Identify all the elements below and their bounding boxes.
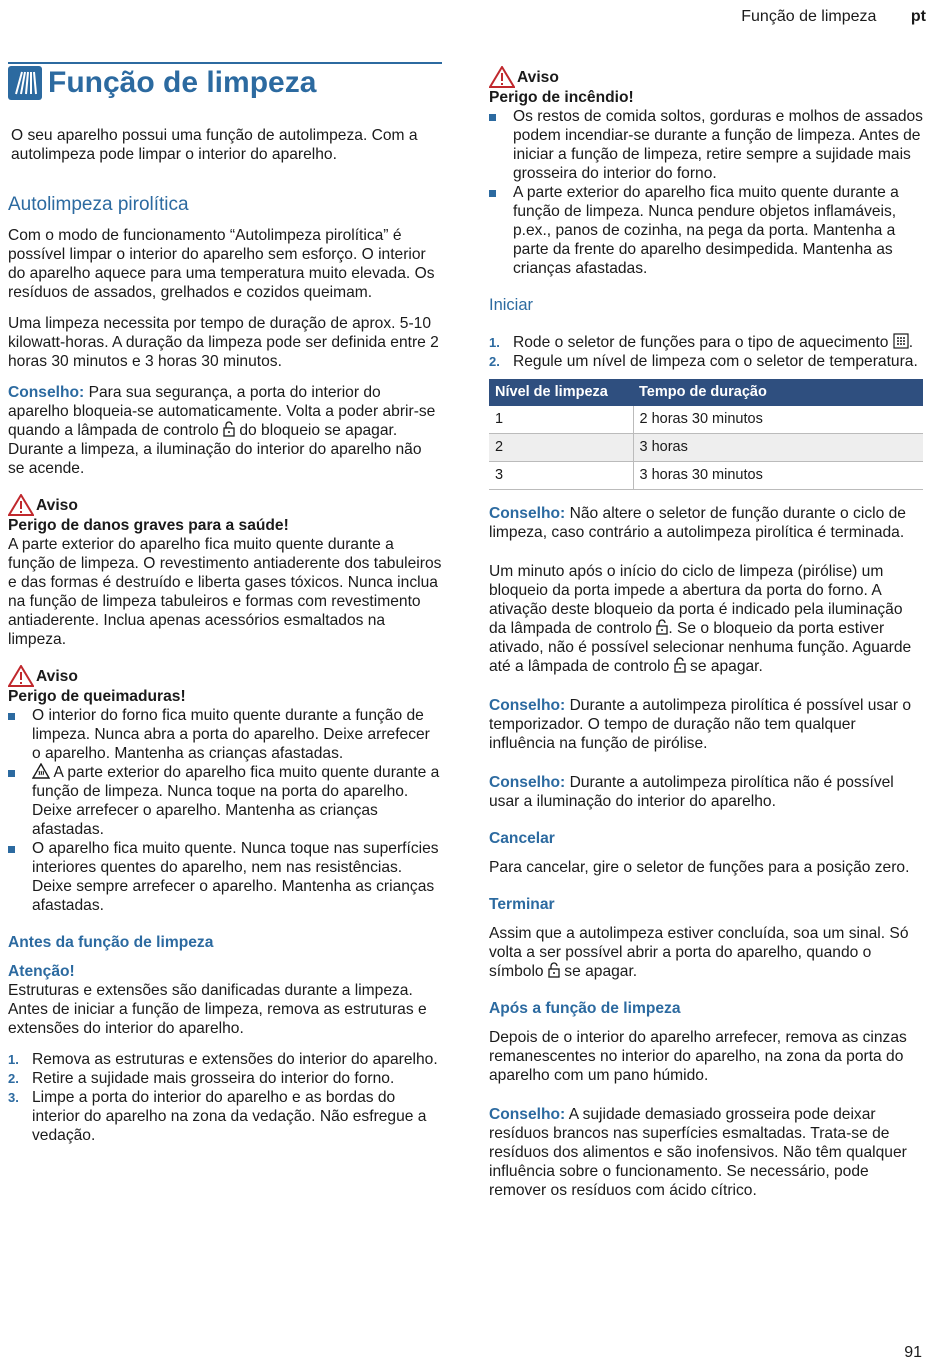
warning-label: Aviso	[36, 496, 78, 514]
list-item: O aparelho fica muito quente. Nunca toque nas superfícies interiores quentes do aparelho, nem nas resistências. Deixe sempre arrefecer o aparelho. Mantenha as crianças afastadas.	[8, 839, 442, 915]
page-title: Função de limpeza	[48, 66, 317, 99]
list-item: A parte exterior do aparelho fica muito quente durante a função de limpeza. Nunca pendure objetos inflamáveis, p.ex., panos de cozinha, na pega da porta. Mantenha a parte da frente do aparelho desimpedida. Mantenha as crianças afastadas.	[489, 183, 923, 278]
pyrolysis-mode-icon	[893, 333, 909, 349]
table-header-row	[489, 379, 923, 406]
warning-2-title: Perigo de queimaduras!	[8, 688, 186, 705]
lock-icon	[548, 962, 560, 978]
table-cell: 3	[489, 462, 633, 490]
table-cell: 2	[489, 434, 633, 462]
intro-text: O seu aparelho possui uma função de autolimpeza. Com a autolimpeza pode limpar o interior do aparelho.	[11, 127, 418, 163]
heading-cancel: Cancelar	[489, 830, 555, 847]
left-column	[8, 62, 442, 1151]
tip-3: Conselho: Durante a autolimpeza pirolítica é possível usar o temporizador. O tempo de duração não tem qualquer influência na função de pirólise.	[489, 697, 912, 752]
tip-1-text-a: Para sua segurança, a porta do interior do aparelho bloqueia-se automaticamente. Volta a poder abrir-se quando a lâmpada de controlo	[8, 384, 436, 439]
before-steps-list	[8, 1050, 442, 1145]
table-cell: 3 horas 30 minutos	[633, 462, 923, 490]
finish-text: Assim que a autolimpeza estiver concluída, soa um sinal. Só volta a ser possível abrir a porta do aparelho, quando o símbolo se apagar.	[489, 925, 909, 980]
lock-icon	[656, 619, 668, 635]
tip-label: Conselho:	[489, 774, 566, 791]
warning-icon	[489, 66, 515, 88]
list-item: 3. Limpe a porta do interior do aparelho e as bordas do interior do aparelho na zona da vedação. Não esfregue a vedação.	[8, 1089, 427, 1144]
table-row	[489, 434, 923, 462]
list-item: 1. Rode o seletor de funções para o tipo de aquecimento .	[489, 334, 914, 351]
pyro-paragraph-1: Com o modo de funcionamento “Autolimpeza pirolítica” é possível limpar o interior do aparelho sem esforço. O interior do aparelho aquece para uma temperatura muito elevada. Os resíduos de assados, grelhados e cozidos queimam.	[8, 227, 435, 301]
fire-warning-list	[489, 107, 923, 278]
tip-1-text-b: do bloqueio se apagar. Durante a limpeza, a iluminação do interior do aparelho não se acende.	[8, 422, 422, 477]
warning-heading-3	[489, 66, 923, 88]
warning-1-text: A parte exterior do aparelho fica muito quente durante a função de limpeza. O revestimento antiaderente dos tabuleiros e das formas é destruído e liberta gases tóxicos. Nunca inclua na função de limpeza tabuleiros e formas com revestimento antiaderente. Inclua apenas acessórios esmaltados na limpeza.	[8, 536, 442, 648]
heading-start: Iniciar	[489, 296, 534, 314]
heading-before-cleaning: Antes da função de limpeza	[8, 934, 214, 951]
heading-finish: Terminar	[489, 896, 555, 913]
list-item: Os restos de comida soltos, gorduras e molhos de assados podem incendiar-se durante a função de limpeza. Antes de iniciar a função de limpeza, retire sempre a sujidade mais grosseira do interior do forno.	[489, 107, 923, 183]
warning-icon	[8, 494, 34, 516]
header-lang: pt	[910, 8, 926, 25]
table-row	[489, 406, 923, 434]
page-header	[741, 8, 926, 26]
table-row	[489, 462, 923, 490]
column-header: Tempo de duração	[633, 379, 923, 406]
table-cell: 1	[489, 406, 633, 434]
warning-heading-1	[8, 494, 442, 516]
warning-label: Aviso	[517, 68, 559, 86]
tip-label: Conselho:	[489, 1106, 566, 1123]
list-item: 2. Retire a sujidade mais grosseira do interior do forno.	[8, 1070, 395, 1087]
table-cell: 3 horas	[633, 434, 923, 462]
column-header: Nível de limpeza	[489, 379, 633, 406]
list-item: O interior do forno fica muito quente durante a função de limpeza. Nunca abra a porta do aparelho. Deixe arrefecer o aparelho. Mantenha as crianças afastadas.	[8, 706, 442, 763]
door-lock-paragraph: Um minuto após o início do ciclo de limpeza (pirólise) um bloqueio da porta impede a abertura da porta do forno. A ativação deste bloqueio da porta é indicado pela iluminação da lâmpada de controlo . Se o bloqueio da porta estiver ativado, não é possível selecionar nenhuma função. Aguarde até a lâmpada de controlo se apagar.	[489, 563, 912, 675]
cancel-text: Para cancelar, gire o seletor de funções para a posição zero.	[489, 859, 910, 876]
cleaning-icon	[8, 66, 42, 100]
attention-label: Atenção!	[8, 963, 75, 980]
lock-icon	[223, 421, 235, 437]
after-text: Depois de o interior do aparelho arrefecer, remova as cinzas remanescentes no interior do aparelho, na zona da porta do aparelho com um pano húmido.	[489, 1029, 907, 1084]
tip-label: Conselho:	[489, 505, 566, 522]
warning-1-title: Perigo de danos graves para a saúde!	[8, 517, 289, 534]
hot-surface-icon	[32, 763, 50, 779]
tip-2: Conselho: Não altere o seletor de função durante o ciclo de limpeza, caso contrário a autolimpeza pirolítica é terminada.	[489, 505, 906, 541]
tip-5: Conselho: A sujidade demasiado grosseira pode deixar resíduos brancos nas superfícies esmaltadas. Trata-se de resíduos dos alimentos e são inofensivos. Não têm qualquer influência sobre o funcionamento. Se necessário, pode remover os resíduos com ácido cítrico.	[489, 1106, 907, 1199]
page-title-row	[8, 62, 442, 100]
right-column	[489, 66, 923, 1212]
list-item-text: A parte exterior do aparelho fica muito quente durante a função de limpeza. Nunca toque na porta do aparelho. Deixe arrefecer o aparelho. Mantenha as crianças afastadas.	[32, 764, 440, 838]
list-item	[8, 763, 442, 839]
list-item: 2. Regule um nível de limpeza com o seletor de temperatura.	[489, 353, 918, 370]
lock-icon	[674, 657, 686, 673]
warning-3-title: Perigo de incêndio!	[489, 89, 634, 106]
tip-4: Conselho: Durante a autolimpeza pirolítica não é possível usar a iluminação do interior do aparelho.	[489, 774, 894, 810]
heading-after-cleaning: Após a função de limpeza	[489, 1000, 681, 1017]
start-steps-list	[489, 333, 923, 371]
warning-icon	[8, 665, 34, 687]
burn-warning-list	[8, 706, 442, 915]
tip-label: Conselho:	[8, 384, 85, 401]
tip-label: Conselho:	[489, 697, 566, 714]
header-section: Função de limpeza	[741, 8, 877, 25]
heading-pyrolytic: Autolimpeza pirolítica	[8, 194, 189, 215]
table-cell: 2 horas 30 minutos	[633, 406, 923, 434]
page-number: 91	[904, 1344, 922, 1361]
pyro-paragraph-2: Uma limpeza necessita por tempo de duração de aprox. 5-10 kilowatt-horas. A duração da limpeza pode ser definida entre 2 horas 30 minutos e 3 horas 30 minutos.	[8, 315, 439, 370]
warning-label: Aviso	[36, 667, 78, 685]
list-item: 1. Remova as estruturas e extensões do interior do aparelho.	[8, 1051, 438, 1068]
attention-text: Estruturas e extensões são danificadas durante a limpeza. Antes de iniciar a função de limpeza, remova as estruturas e extensões do interior do aparelho.	[8, 982, 427, 1037]
cleaning-level-table	[489, 379, 923, 490]
warning-heading-2	[8, 665, 442, 687]
tip-1	[8, 383, 442, 478]
